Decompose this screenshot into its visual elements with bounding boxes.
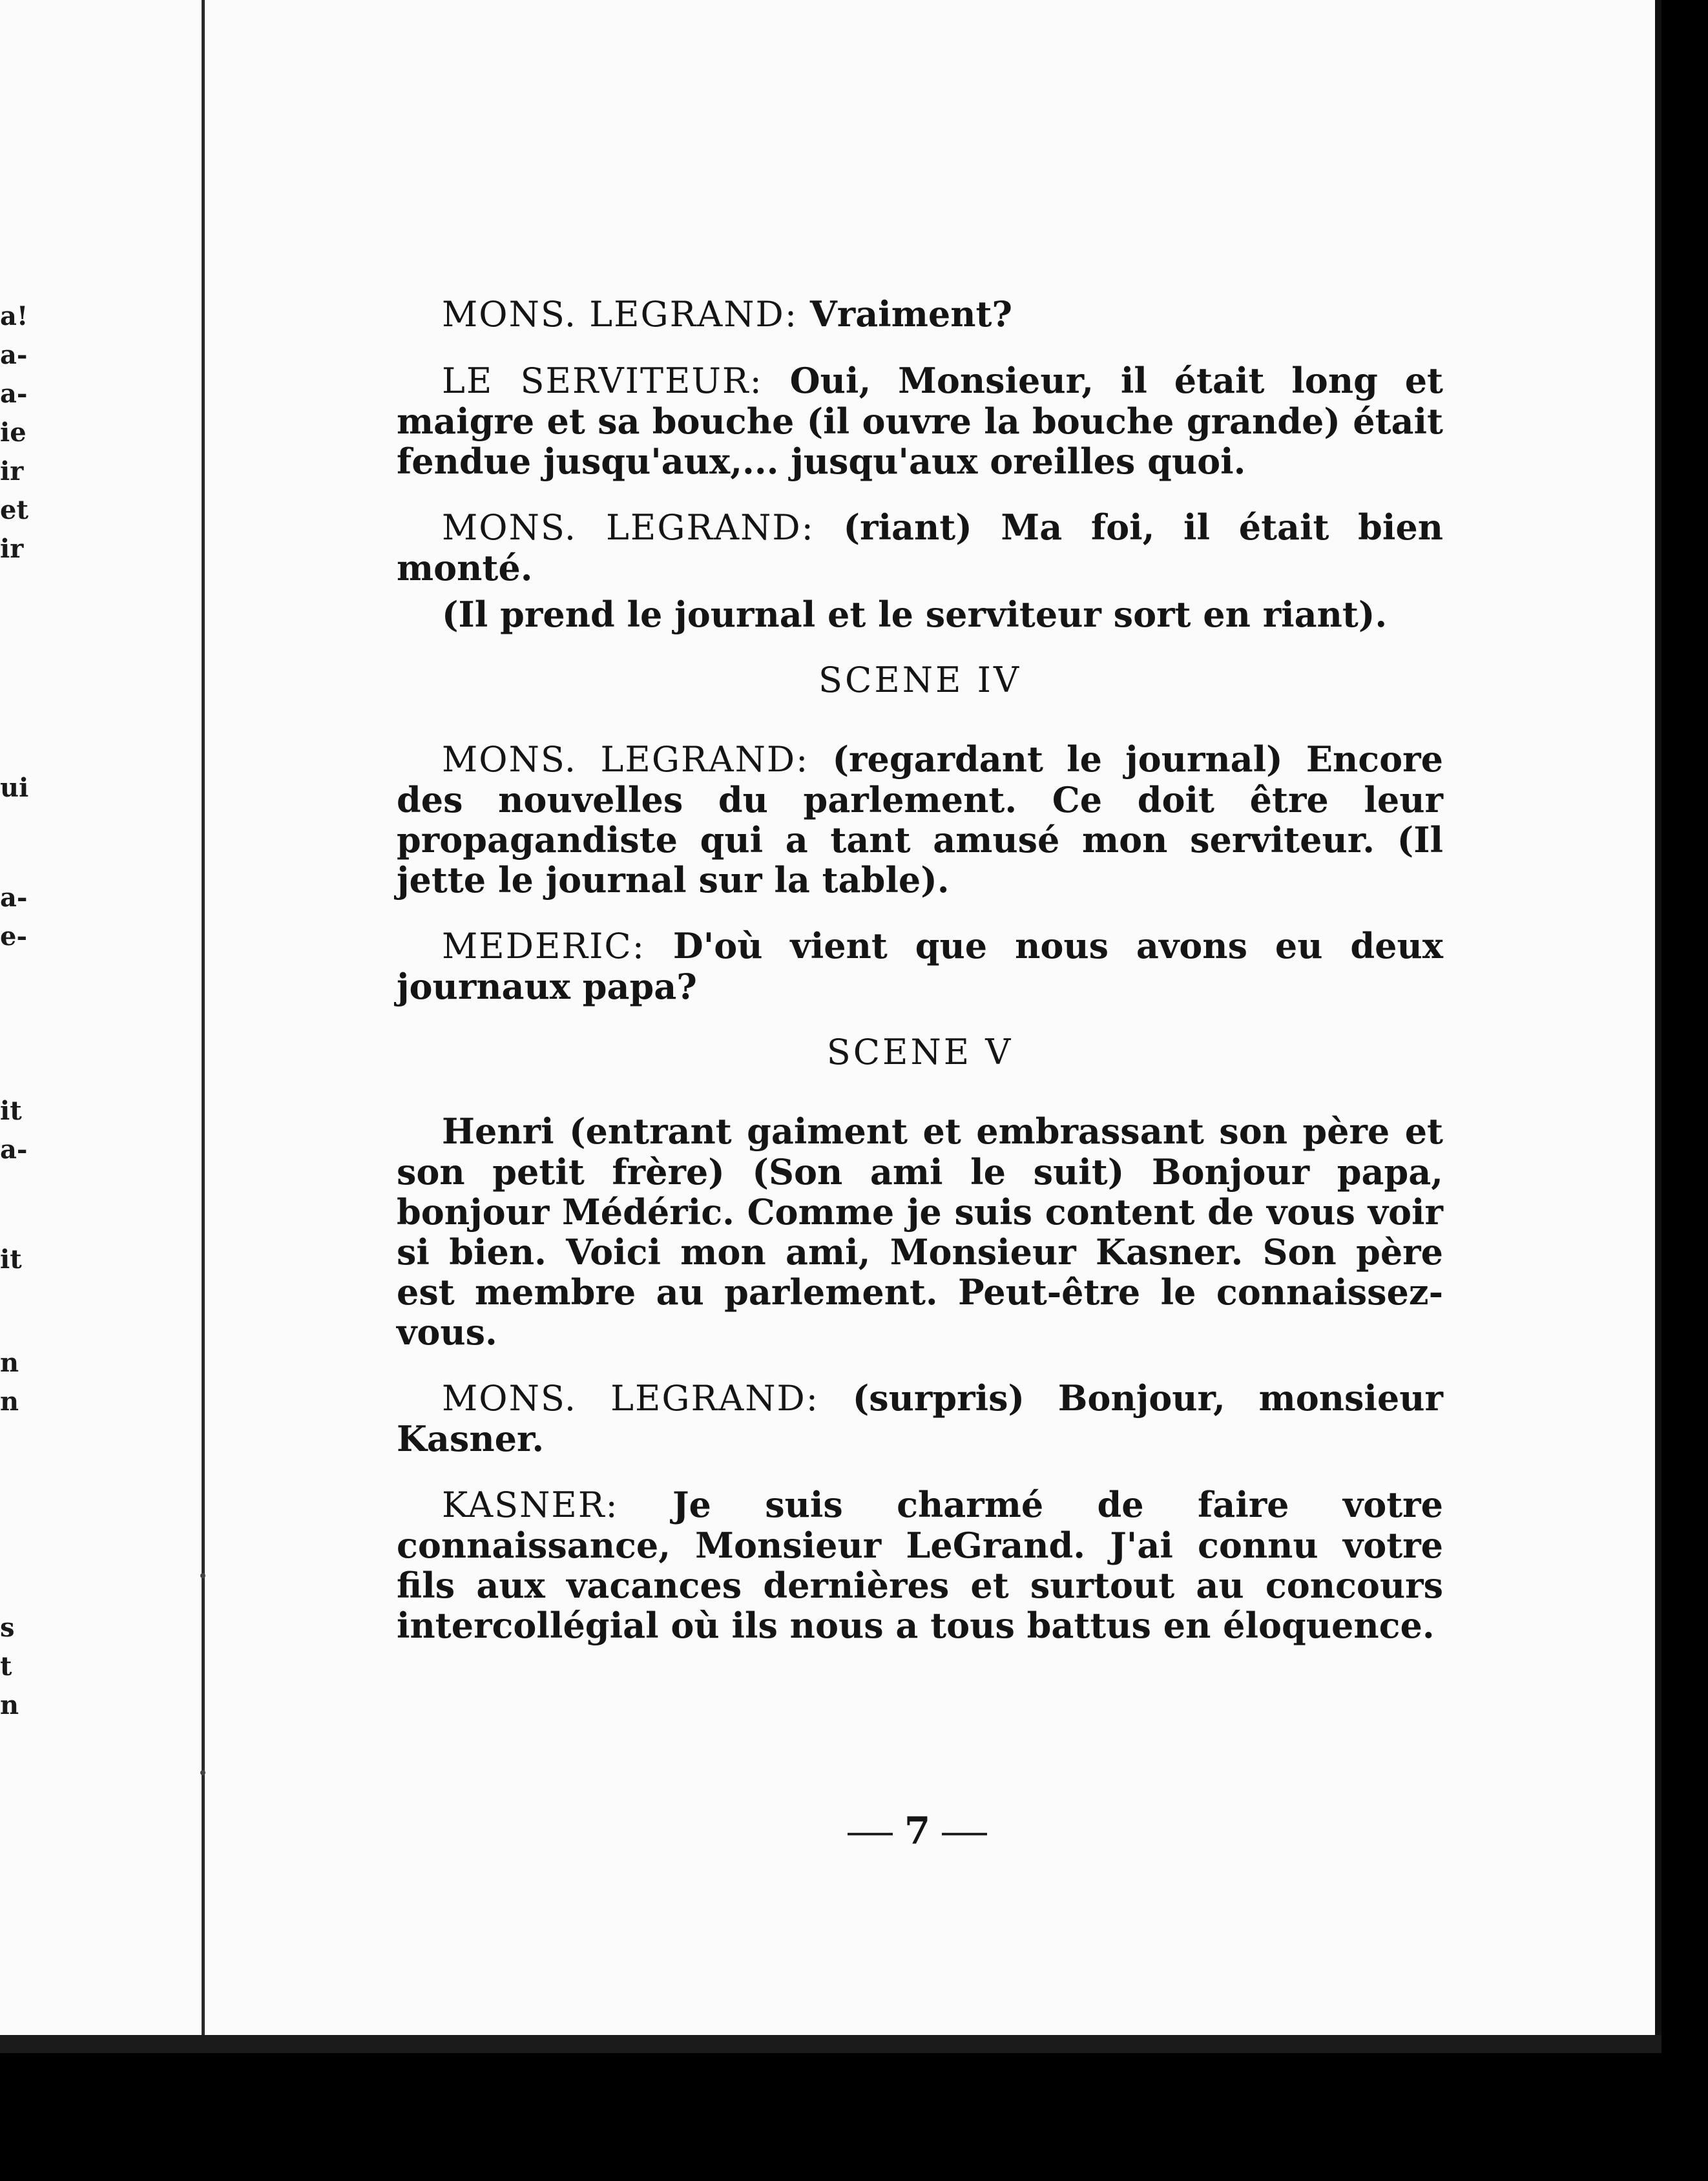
page-gutter [202,0,205,2035]
facing-page-edge [0,0,45,2035]
binding-mark [200,1770,205,1775]
dialogue-line [397,507,1443,588]
margin-fragment: n [0,1348,19,1378]
speaker-name: MONS. LEGRAND: [442,1378,819,1419]
dialogue-text: (regardant le journal) Encore des nouvelles du parlement. Ce doit être leur propagandiste qui a tant amusé mon serviteur. (Il jette le journal sur la table). [397,738,1443,901]
margin-fragment: a- [0,340,28,370]
dialogue-line [397,926,1443,1007]
margin-fragment: ir [0,456,24,486]
dialogue-text: (surpris) Bonjour, monsieur Kasner. [397,1377,1443,1459]
dialogue-text: Oui, Monsieur, il était long et maigre et sa bouche (il ouvre la bouche grande) était fendue jusqu'aux,... jusqu'aux oreilles quoi. [397,360,1443,482]
binding-mark [200,1573,205,1578]
folio-dash [942,1833,987,1835]
dialogue-text: D'où vient que nous avons eu deux journaux papa? [397,925,1443,1007]
speaker-name: MONS. LEGRAND: [442,739,809,780]
speaker-name: MEDERIC: [442,926,645,966]
dialogue-line [397,1485,1443,1645]
scene-heading: SCENE IV [818,660,1021,700]
page-number [833,1809,1001,1853]
page-right-edge [1655,0,1661,2051]
page-number-value: 7 [904,1809,931,1853]
margin-fragment: n [0,1690,19,1720]
margin-fragment: ir [0,534,24,564]
margin-fragment: et [0,495,28,525]
margin-fragment: e- [0,921,28,952]
margin-fragment: a- [0,1134,28,1165]
speaker-name: KASNER: [442,1485,619,1525]
margin-fragment: n [0,1386,19,1417]
margin-fragment: ui [0,773,29,803]
margin-fragment: a- [0,882,28,913]
page-bottom-edge [0,2035,1661,2053]
dialogue-text: Vraiment? [809,293,1013,335]
dialogue-line [397,360,1443,481]
margin-fragment: it [0,1244,22,1275]
speaker-name: MONS. LEGRAND: [442,294,798,335]
speaker-name: MONS. LEGRAND: [442,507,815,548]
dialogue-line [397,739,1443,900]
dialogue-line [397,294,1443,335]
speaker-name: LE SERVITEUR: [442,360,763,401]
dialogue-text: (riant) Ma foi, il était bien monté. [397,506,1443,589]
margin-fragment: it [0,1096,22,1126]
dialogue-line [397,1111,1443,1352]
dialogue-line [397,1378,1443,1459]
stage-direction: (Il prend le journal et le serviteur sort en riant). [442,594,1388,635]
page-text [397,294,1443,1671]
scene-heading: SCENE V [826,1032,1014,1072]
margin-fragment: a! [0,301,28,331]
margin-fragment: ie [0,417,26,448]
margin-fragment: s [0,1612,15,1643]
dialogue-text: Je suis charmé de faire votre connaissance, Monsieur LeGrand. J'ai connu votre fils aux vacances dernières et surtout au concours intercollégial où ils nous a tous battus en éloquence. [397,1484,1443,1646]
folio-dash [848,1833,893,1835]
margin-fragment: a- [0,379,28,409]
dialogue-text: Henri (entrant gaiment et embrassant son père et son petit frère) (Son ami le suit) Bonjour papa, bonjour Médéric. Comme je suis content de vous voir si bien. Voici mon ami, Monsieur Kasner. Son père est membre au parlement. Peut-être le connaissez-vous. [397,1111,1443,1353]
margin-fragment: t [0,1651,12,1682]
